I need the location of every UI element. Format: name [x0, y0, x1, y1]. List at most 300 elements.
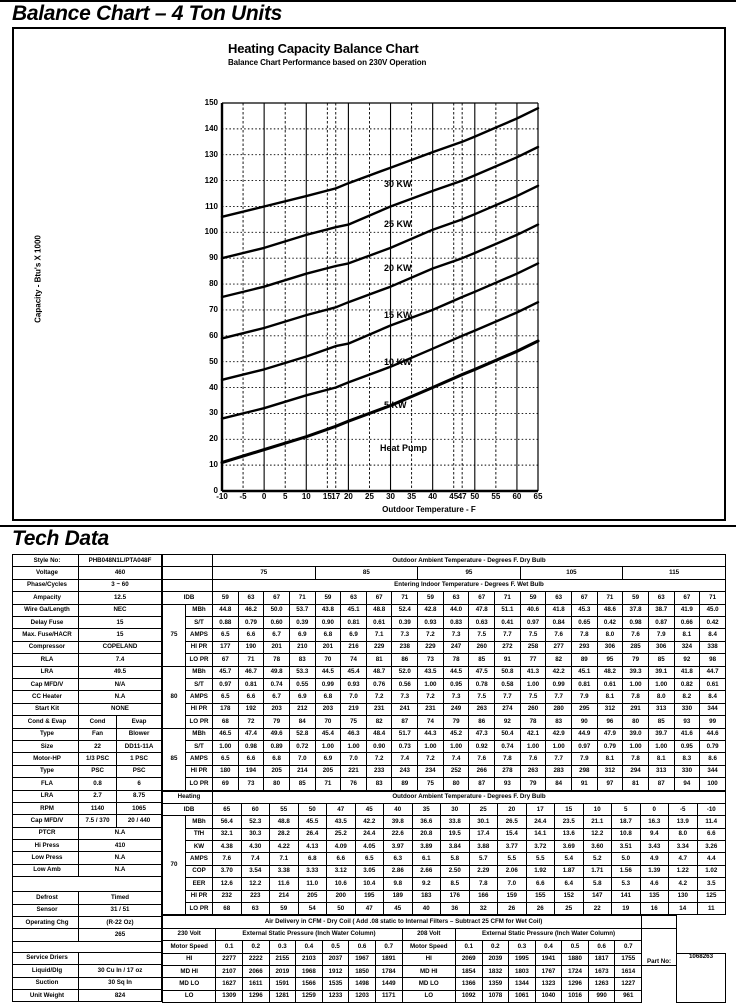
- heating-data-cell: 5.4: [555, 853, 584, 865]
- part-no-value: 1068263: [677, 953, 726, 1003]
- heating-metric-label: LO PR: [186, 903, 213, 915]
- chart-x-tick: 40: [428, 492, 438, 502]
- chart-series-label-30-kw: 30 KW: [384, 179, 412, 190]
- unit-spec-row: [13, 691, 162, 703]
- chart-y-tick: 140: [204, 123, 218, 133]
- fan-spec-row: [13, 790, 162, 802]
- fan-spec-row: [13, 765, 162, 777]
- cooling-data-cell: 306: [648, 641, 674, 653]
- cooling-data-row: [163, 654, 726, 666]
- chart-x-tick: 5: [282, 492, 288, 502]
- cooling-data-cell: 0.90: [366, 740, 392, 752]
- cooling-data-cell: 53.3: [289, 666, 315, 678]
- heating-ambient-temp: 25: [469, 803, 498, 815]
- cooling-data-cell: 44.5: [443, 666, 469, 678]
- heating-data-cell: 3.84: [441, 841, 470, 853]
- cooling-data-cell: 45.3: [571, 604, 597, 616]
- left-esp-value: 0.6: [349, 941, 376, 953]
- chart-y-tick: 110: [205, 201, 218, 211]
- cooling-data-cell: 214: [289, 765, 315, 777]
- heating-data-cell: 25.2: [327, 828, 356, 840]
- unit-spec-row: [13, 654, 162, 666]
- cooling-data-cell: 7.7: [495, 691, 521, 703]
- heating-data-row: [163, 828, 726, 840]
- heating-ambient-temp: -10: [697, 803, 726, 815]
- unit-spec-label: Max. Fuse/HACR: [13, 629, 79, 641]
- cooling-data-cell: 8.1: [597, 753, 623, 765]
- cooling-data-cell: 39.3: [623, 666, 649, 678]
- cooling-metric-label: HI PR: [186, 765, 213, 777]
- cooling-data-cell: 92: [495, 716, 521, 728]
- heating-data-cell: 11.4: [697, 816, 726, 828]
- heating-data-cell: 1.39: [640, 865, 669, 877]
- heating-data-cell: 2.06: [498, 865, 527, 877]
- service-spec-value: 30 Sq In: [79, 977, 162, 989]
- cooling-data-cell: 234: [418, 765, 444, 777]
- chart-title: Heating Capacity Balance Chart: [228, 41, 419, 57]
- cooling-data-cell: 44.3: [418, 728, 444, 740]
- heating-data-cell: 13.9: [669, 816, 698, 828]
- fan-spec-label: FLA: [13, 778, 79, 790]
- fan-spec-evap-value: DD11-11A: [117, 740, 162, 752]
- left-cfm-value: 1967: [349, 953, 376, 965]
- cooling-data-cell: 7.6: [520, 753, 546, 765]
- cooling-metric-label: AMPS: [186, 691, 213, 703]
- heating-data-cell: 2.29: [469, 865, 498, 877]
- heating-data-cell: 11.6: [270, 878, 299, 890]
- cooling-data-cell: 91: [495, 654, 521, 666]
- defrost-spec-row: [13, 892, 162, 904]
- cooling-data-cell: 274: [495, 703, 521, 715]
- chart-y-tick: 50: [209, 356, 218, 366]
- heating-data-cell: 24.4: [355, 828, 384, 840]
- cooling-data-cell: 41.6: [674, 728, 700, 740]
- cooling-data-cell: 247: [443, 641, 469, 653]
- chart-x-tick: 35: [407, 492, 417, 502]
- cooling-data-cell: 83: [546, 716, 572, 728]
- cooling-data-row: [163, 740, 726, 752]
- chart-x-tick: 60: [512, 492, 522, 502]
- right-cfm-value: 1941: [535, 953, 562, 965]
- cooling-data-cell: 7.5: [469, 629, 495, 641]
- cooling-data-cell: 7.3: [392, 691, 418, 703]
- cooling-data-cell: 177: [213, 641, 239, 653]
- cooling-data-cell: 0.92: [469, 740, 495, 752]
- heating-data-cell: 3.70: [213, 865, 242, 877]
- heating-data-cell: 36.6: [412, 816, 441, 828]
- service-spec-row: [13, 952, 162, 964]
- unit-spec-value: N/A: [79, 679, 162, 691]
- cooling-data-cell: 7.6: [469, 753, 495, 765]
- cooling-data-cell: 294: [623, 765, 649, 777]
- wetbulb-temp-header: 67: [366, 592, 392, 604]
- right-esp-value: 0.1: [455, 941, 482, 953]
- cooling-data-cell: 70: [315, 716, 341, 728]
- tech-data-title: Tech Data: [12, 527, 109, 551]
- cooling-data-cell: 229: [418, 641, 444, 653]
- cooling-data-cell: 41.8: [674, 666, 700, 678]
- service-spec-row: [13, 989, 162, 1001]
- cooling-data-cell: 87: [648, 778, 674, 790]
- left-cfm-value: 1296: [242, 990, 269, 1002]
- cooling-data-cell: 8.3: [674, 753, 700, 765]
- heating-data-cell: 4.38: [213, 841, 242, 853]
- cooling-data-cell: 205: [315, 765, 341, 777]
- heating-data-cell: 33.8: [441, 816, 470, 828]
- cooling-data-cell: 0.97: [571, 740, 597, 752]
- evap-column-header: Evap: [117, 716, 162, 728]
- cooling-data-cell: 1.00: [546, 740, 572, 752]
- cooling-data-cell: 87: [392, 716, 418, 728]
- cooling-data-cell: 0.61: [366, 617, 392, 629]
- heating-data-cell: 4.4: [697, 853, 726, 865]
- heating-data-cell: 125: [697, 890, 726, 902]
- cooling-data-cell: 0.78: [469, 679, 495, 691]
- service-spec-label: Liquid/Dlg: [13, 965, 79, 977]
- wetbulb-temp-header: 67: [469, 592, 495, 604]
- cooling-data-cell: 0.99: [315, 679, 341, 691]
- left-cfm-value: 1535: [322, 978, 349, 990]
- cooling-data-cell: 75: [341, 716, 367, 728]
- cooling-data-cell: 0.73: [392, 740, 418, 752]
- left-speed-label: HI: [163, 953, 216, 965]
- cooling-data-cell: 84: [546, 778, 572, 790]
- fan-spec-cond-value: 1140: [79, 802, 117, 814]
- cooling-data-cell: 85: [648, 716, 674, 728]
- right-speed-label: MD LO: [402, 978, 455, 990]
- right-cfm-value: 1817: [588, 953, 615, 965]
- heating-data-cell: 141: [612, 890, 641, 902]
- pressure-spec-row: [13, 864, 162, 876]
- heating-data-cell: 5.5: [526, 853, 555, 865]
- heating-ambient-temp: 47: [327, 803, 356, 815]
- pressure-spec-row: [13, 852, 162, 864]
- cooling-data-cell: 70: [315, 654, 341, 666]
- heating-ambient-temp: 65: [213, 803, 242, 815]
- right-esp-value: 0.4: [535, 941, 562, 953]
- left-cfm-value: 2037: [322, 953, 349, 965]
- cooling-data-cell: 1.00: [520, 740, 546, 752]
- cooling-data-cell: 330: [674, 765, 700, 777]
- cooling-data-cell: 338: [700, 641, 726, 653]
- heating-data-cell: 4.05: [355, 841, 384, 853]
- cooling-data-cell: 7.2: [418, 691, 444, 703]
- cooling-data-cell: 43.8: [315, 604, 341, 616]
- heating-data-cell: 4.30: [241, 841, 270, 853]
- cooling-data-cell: 0.58: [495, 679, 521, 691]
- idb-header: IDB: [163, 592, 213, 604]
- cooling-data-cell: 48.7: [366, 666, 392, 678]
- wetbulb-temp-header: 71: [495, 592, 521, 604]
- pressure-spec-value: 410: [79, 840, 162, 852]
- heating-data-cell: 19.5: [441, 828, 470, 840]
- heating-data-cell: 43.5: [327, 816, 356, 828]
- wetbulb-temp-header: 71: [700, 592, 726, 604]
- heating-metric-label: MBh: [186, 816, 213, 828]
- cooling-data-row: [163, 778, 726, 790]
- chart-y-tick: 90: [209, 253, 218, 263]
- wetbulb-temp-header: 71: [597, 592, 623, 604]
- cooling-data-cell: 0.60: [264, 617, 290, 629]
- cooling-metric-label: HI PR: [186, 641, 213, 653]
- heating-data-cell: 3.60: [583, 841, 612, 853]
- air-delivery-title: Air Delivery in CFM - Dry Coil ( Add .08 static to Internal Filters – Subtract 25 CFM for Wet Coil): [163, 916, 642, 928]
- cooling-data-cell: 0.79: [597, 740, 623, 752]
- cooling-data-cell: 84: [289, 716, 315, 728]
- fan-spec-evap-value: 1 PSC: [117, 753, 162, 765]
- cooling-data-cell: 71: [315, 778, 341, 790]
- heating-data-row: [163, 865, 726, 877]
- fan-spec-label: Type: [13, 728, 79, 740]
- cooling-data-cell: 0.56: [392, 679, 418, 691]
- outdoor-ambient-header: Outdoor Ambient Temperature - Degrees F. Dry Bulb: [213, 555, 726, 567]
- cooling-data-cell: 0.88: [213, 617, 239, 629]
- cooling-data-cell: 313: [648, 703, 674, 715]
- cooling-data-cell: 7.2: [366, 753, 392, 765]
- pressure-spec-value: N.A: [79, 852, 162, 864]
- left-esp-header: External Static Pressure (Inch Water Column): [216, 928, 402, 940]
- ambient-temp-group: 95: [418, 567, 521, 579]
- cooling-data-cell: 67: [213, 654, 239, 666]
- heating-data-cell: 6.6: [526, 878, 555, 890]
- cooling-data-cell: 1.00: [418, 679, 444, 691]
- chart-y-tick: 70: [209, 304, 218, 314]
- right-voltage-header: 208 Volt: [402, 928, 455, 940]
- heating-data-cell: 232: [213, 890, 242, 902]
- idb-value: 85: [163, 728, 186, 790]
- heating-data-cell: 6.8: [298, 853, 327, 865]
- cooling-data-cell: 7.8: [623, 753, 649, 765]
- cooling-data-cell: 219: [341, 703, 367, 715]
- right-esp-value: 0.3: [509, 941, 536, 953]
- chart-series-label-25-kw: 25 KW: [384, 219, 412, 230]
- chart-y-tick: 80: [209, 279, 218, 289]
- cooling-data-cell: 68: [213, 716, 239, 728]
- cooling-data-cell: 87: [469, 778, 495, 790]
- cooling-data-cell: 81: [366, 654, 392, 666]
- cooling-data-cell: 291: [623, 703, 649, 715]
- cooling-data-row: [163, 617, 726, 629]
- heating-ambient-row: [163, 803, 726, 815]
- cooling-data-cell: 306: [597, 641, 623, 653]
- cooling-data-cell: 89: [392, 778, 418, 790]
- right-esp-value: 0.5: [562, 941, 589, 953]
- fan-spec-row: [13, 802, 162, 814]
- defrost-spec-value: Timed: [79, 892, 162, 904]
- cooling-data-cell: 6.5: [213, 629, 239, 641]
- cooling-data-cell: 344: [700, 765, 726, 777]
- cooling-data-cell: 8.1: [648, 753, 674, 765]
- cooling-data-cell: 74: [341, 654, 367, 666]
- cooling-data-cell: 83: [289, 654, 315, 666]
- left-cfm-value: 2277: [216, 953, 243, 965]
- cooling-data-cell: 74: [418, 716, 444, 728]
- cooling-data-cell: 46.3: [341, 728, 367, 740]
- cooling-data-cell: 205: [264, 765, 290, 777]
- fan-spec-cond-value: 1/3 PSC: [79, 753, 117, 765]
- cooling-data-cell: 6.6: [238, 691, 264, 703]
- heating-section-label: Heating: [163, 791, 213, 803]
- cooling-data-cell: 79: [264, 716, 290, 728]
- cooling-data-cell: 0.97: [213, 679, 239, 691]
- cooling-data-cell: 0.74: [495, 740, 521, 752]
- wetbulb-temp-header: 59: [213, 592, 239, 604]
- unit-spec-row: [13, 567, 162, 579]
- cooling-data-cell: 1.00: [623, 679, 649, 691]
- cooling-data-cell: 0.41: [495, 617, 521, 629]
- cooling-data-cell: 97: [597, 778, 623, 790]
- cooling-data-row: [163, 629, 726, 641]
- cooling-data-cell: 1.00: [648, 740, 674, 752]
- heating-data-cell: 2.66: [412, 865, 441, 877]
- chart-x-tick: 10: [301, 492, 311, 502]
- cooling-data-cell: 6.9: [289, 691, 315, 703]
- cooling-data-cell: 45.4: [315, 728, 341, 740]
- cooling-data-cell: 44.5: [315, 666, 341, 678]
- heating-data-cell: 2.50: [441, 865, 470, 877]
- unit-spec-label: Phase/Cycles: [13, 579, 79, 591]
- heating-data-cell: 155: [526, 890, 555, 902]
- spacer-cell: [13, 877, 162, 892]
- cooling-data-cell: 0.39: [289, 617, 315, 629]
- left-esp-value: 0.3: [269, 941, 296, 953]
- cooling-metric-label: S/T: [186, 740, 213, 752]
- heating-data-cell: 1.02: [697, 865, 726, 877]
- cooling-data-cell: 0.81: [571, 679, 597, 691]
- cooling-data-cell: 8.1: [597, 691, 623, 703]
- chart-y-tick: 0: [213, 486, 218, 496]
- cooling-data-cell: 37.8: [623, 604, 649, 616]
- cooling-data-cell: 47.8: [469, 604, 495, 616]
- cooling-data-cell: 330: [674, 703, 700, 715]
- cooling-data-cell: 212: [289, 703, 315, 715]
- ambient-temp-group: 115: [623, 567, 726, 579]
- heating-ambient-temp: 10: [583, 803, 612, 815]
- cooling-data-cell: 48.6: [597, 604, 623, 616]
- fan-spec-label: RPM: [13, 802, 79, 814]
- cooling-data-cell: 40.6: [520, 604, 546, 616]
- service-spec-value: 824: [79, 989, 162, 1001]
- cooling-data-cell: 48.8: [366, 604, 392, 616]
- heating-data-cell: 176: [441, 890, 470, 902]
- service-spec-value: 30 Cu In / 17 oz: [79, 965, 162, 977]
- cooling-data-cell: 0.89: [264, 740, 290, 752]
- heating-data-cell: 152: [555, 890, 584, 902]
- cooling-data-cell: 283: [546, 765, 572, 777]
- cooling-data-row: [163, 765, 726, 777]
- cooling-data-cell: 260: [469, 641, 495, 653]
- cooling-data-cell: 201: [315, 641, 341, 653]
- cooling-data-cell: 69: [213, 778, 239, 790]
- chart-y-tick: 100: [204, 227, 218, 237]
- cooling-data-cell: 0.74: [264, 679, 290, 691]
- cooling-data-cell: 7.3: [443, 629, 469, 641]
- cooling-data-cell: 0.81: [341, 617, 367, 629]
- cooling-data-cell: 6.5: [213, 691, 239, 703]
- heating-data-cell: 8.0: [669, 828, 698, 840]
- chart-plot-area: [14, 29, 736, 523]
- cooling-data-row: [163, 716, 726, 728]
- heating-data-cell: 3.51: [612, 841, 641, 853]
- cooling-data-cell: 7.0: [289, 753, 315, 765]
- cooling-data-cell: 190: [238, 641, 264, 653]
- cooling-data-row: [163, 666, 726, 678]
- fan-header-row: [13, 716, 162, 728]
- unit-spec-row: [13, 604, 162, 616]
- cooling-ambient-row: [163, 567, 726, 579]
- fan-spec-cond-value: PSC: [79, 765, 117, 777]
- cooling-data-cell: 324: [674, 641, 700, 653]
- heating-data-cell: 2.86: [384, 865, 413, 877]
- heating-data-cell: 32: [469, 903, 498, 915]
- heating-data-cell: 10.6: [327, 878, 356, 890]
- cooling-data-cell: 47.3: [469, 728, 495, 740]
- chart-x-tick: 0: [261, 492, 267, 502]
- unit-spec-row: [13, 617, 162, 629]
- cooling-data-cell: 41.3: [520, 666, 546, 678]
- left-voltage-header: 230 Volt: [163, 928, 216, 940]
- left-cfm-value: 1281: [269, 990, 296, 1002]
- left-cfm-value: 2019: [269, 965, 296, 977]
- fan-spec-label: Size: [13, 740, 79, 752]
- cooling-data-cell: 7.4: [392, 753, 418, 765]
- cooling-data-cell: 80: [443, 778, 469, 790]
- cooling-data-cell: 45.7: [213, 666, 239, 678]
- heating-data-cell: 9.2: [412, 878, 441, 890]
- cooling-metric-label: S/T: [186, 617, 213, 629]
- cooling-data-cell: 0.99: [546, 679, 572, 691]
- heating-ambient-temp: 35: [412, 803, 441, 815]
- fan-spec-cond-value: 22: [79, 740, 117, 752]
- fan-spec-row: [13, 728, 162, 740]
- cooling-data-cell: 48.2: [597, 666, 623, 678]
- cooling-data-cell: 0.66: [674, 617, 700, 629]
- cooling-data-cell: 47.4: [238, 728, 264, 740]
- cooling-data-cell: 0.90: [315, 617, 341, 629]
- heating-data-cell: 4.7: [669, 853, 698, 865]
- left-esp-value: 0.5: [322, 941, 349, 953]
- chart-series-label-heat-pump: Heat Pump: [380, 443, 428, 454]
- cooling-data-cell: 7.8: [495, 753, 521, 765]
- heating-data-cell: 9.4: [640, 828, 669, 840]
- cooling-data-cell: 0.42: [700, 617, 726, 629]
- right-cfm-value: 1040: [535, 990, 562, 1002]
- cooling-metric-label: MBh: [186, 666, 213, 678]
- chart-x-tick: 25: [365, 492, 374, 502]
- heating-data-cell: 189: [384, 890, 413, 902]
- pressure-spec-row: [13, 827, 162, 839]
- left-cfm-value: 1566: [296, 978, 323, 990]
- cooling-data-cell: 7.2: [418, 753, 444, 765]
- heating-data-cell: 52.3: [241, 816, 270, 828]
- balance-chart-heading: [0, 0, 736, 27]
- left-cfm-value: 1203: [349, 990, 376, 1002]
- heating-data-cell: 12.2: [241, 878, 270, 890]
- chart-series-label-5-kw: 5 KW: [384, 400, 407, 411]
- cooling-data-cell: 76: [341, 778, 367, 790]
- left-cfm-value: 1171: [375, 990, 402, 1002]
- unit-spec-row: [13, 703, 162, 715]
- unit-spec-value: 12.5: [79, 592, 162, 604]
- heating-data-cell: 22.6: [384, 828, 413, 840]
- cooling-data-cell: 6.8: [264, 753, 290, 765]
- left-cfm-value: 1449: [375, 978, 402, 990]
- unit-spec-label: Wire Ga/Length: [13, 604, 79, 616]
- heating-metric-label: TfH: [186, 828, 213, 840]
- heating-data-cell: 19: [612, 903, 641, 915]
- heating-data-cell: 42.2: [355, 816, 384, 828]
- unit-spec-value: 3 ~ 60: [79, 579, 162, 591]
